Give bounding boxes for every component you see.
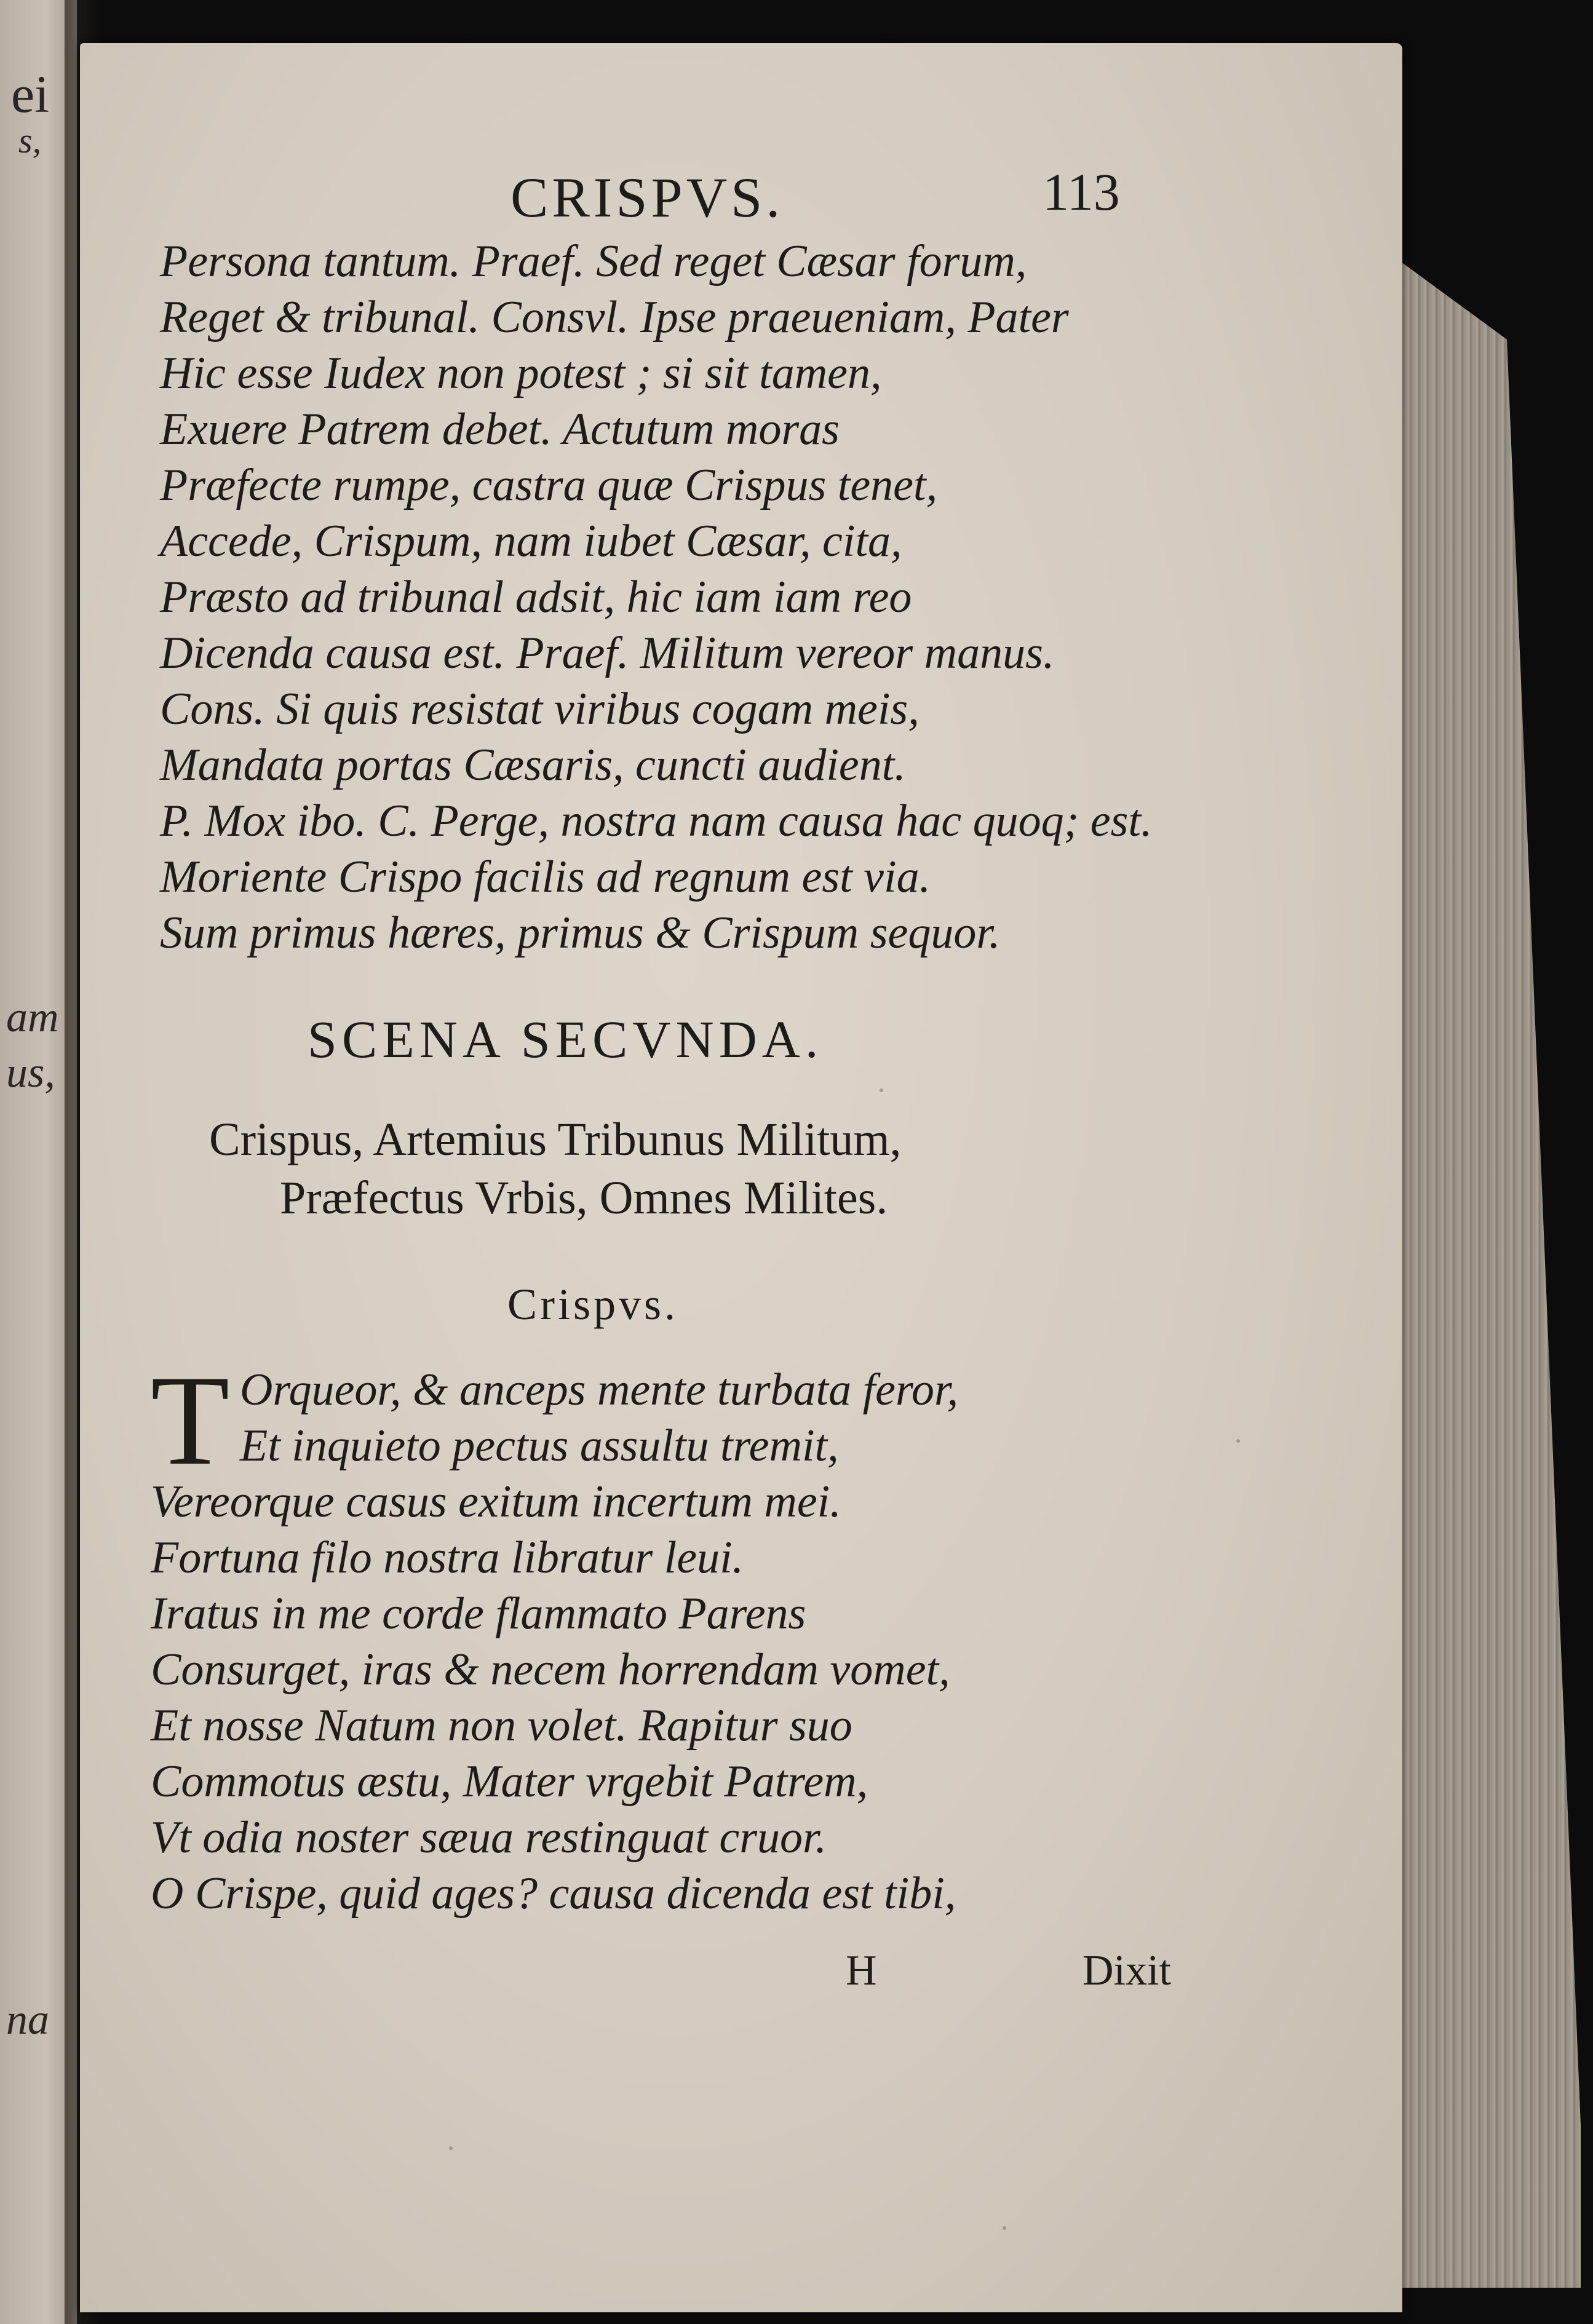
catchword: Dixit	[1083, 1947, 1171, 1994]
paper-speck	[1003, 2226, 1006, 2230]
verse-line: O Crispe, quid ages? causa dicenda est tibi,	[151, 1868, 956, 1919]
verse-line: Commotus æstu, Mater vrgebit Patrem,	[151, 1756, 868, 1807]
facing-page-fragment: s,	[18, 121, 42, 161]
verse-line: Cons. Si quis resistat viribus cogam meis,	[160, 684, 920, 734]
verse-line: Dicenda causa est. Praef. Militum vereor manus.	[160, 628, 1055, 678]
drop-cap: T	[151, 1349, 230, 1492]
verse-line: Fortuna filo nostra libratur leui.	[151, 1533, 744, 1583]
verse-line: Vereorque casus exitum incertum mei.	[151, 1477, 841, 1527]
verse-line: Vt odia noster sæua restinguat cruor.	[151, 1812, 827, 1863]
verse-line: Mandata portas Cæsaris, cuncti audient.	[160, 740, 906, 790]
facing-page-fragment: na	[6, 1996, 49, 2044]
verse-line: Iratus in me corde flammato Parens	[151, 1588, 806, 1639]
page-edge-stack	[1396, 258, 1581, 2288]
facing-page-fragment: am	[6, 994, 59, 1041]
speaker-name: Crispvs.	[507, 1280, 679, 1329]
verse-line: Consurget, iras & necem horrendam vomet,	[151, 1644, 950, 1695]
paper-speck	[449, 2146, 453, 2150]
verse-line: Hic esse Iudex non potest ; si sit tamen,	[160, 348, 882, 399]
running-head: CRISPVS.	[510, 166, 784, 229]
signature-mark: H	[846, 1947, 877, 1994]
paper-speck	[880, 1089, 883, 1092]
paper-speck	[1236, 1439, 1240, 1443]
facing-page-fragment: ei	[11, 65, 50, 124]
verse-line: Persona tantum. Praef. Sed reget Cæsar forum,	[160, 236, 1027, 287]
verse-line: Præfecte rumpe, castra quæ Crispus tenet,	[160, 460, 938, 510]
verse-line: Et nosse Natum non volet. Rapitur suo	[151, 1700, 852, 1751]
cast-list-line: Crispus, Artemius Tribunus Militum,	[209, 1114, 902, 1165]
verse-line: Exuere Patrem debet. Actutum moras	[160, 404, 840, 454]
verse-line: Præsto ad tribunal adsit, hic iam iam reo	[160, 572, 912, 622]
verse-line: Accede, Crispum, nam iubet Cæsar, cita,	[160, 516, 902, 566]
facing-page-fragment: us,	[6, 1049, 55, 1097]
page-number: 113	[1043, 162, 1120, 221]
verse-line: Moriente Crispo facilis ad regnum est via.	[160, 852, 931, 902]
verse-line: Sum primus hæres, primus & Crispum sequor.	[160, 908, 1001, 958]
verse-line: Reget & tribunal. Consvl. Ipse praeueniam, Pater	[160, 292, 1069, 343]
verse-line: Et inquieto pectus assultu tremit,	[240, 1421, 839, 1471]
scene-heading: SCENA SECVNDA.	[308, 1010, 824, 1069]
verse-line: P. Mox ibo. C. Perge, nostra nam causa hac quoq; est.	[160, 796, 1153, 846]
verse-line: Orqueor, & anceps mente turbata feror,	[240, 1365, 959, 1415]
cast-list-line: Præfectus Vrbis, Omnes Milites.	[280, 1172, 888, 1224]
